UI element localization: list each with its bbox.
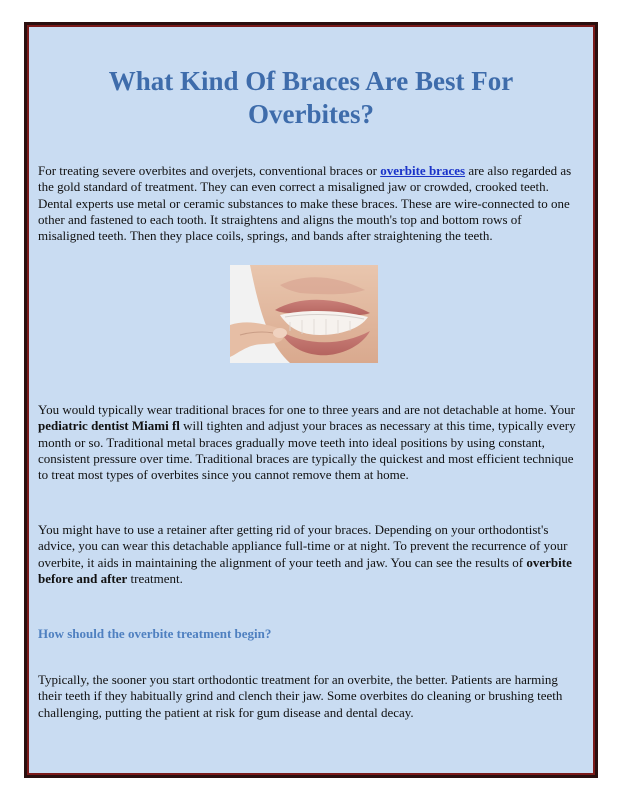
paragraph-retainer-text-start: You might have to use a retainer after getting rid of your braces. Depending on your orthodontist's advice, you can wear this detachable appliance full-time or at night. To prevent the recurrence of your overbite, it aids in maintaining the alignment of your teeth and jaw. You can see the results of — [38, 522, 568, 570]
section-subheading: How should the overbite treatment begin? — [38, 626, 272, 641]
paragraph-intro-text-end: are also regarded as the gold standard of treatment. They can even correct a misaligned jaw or crowded, crooked teeth. Dental experts use metal or ceramic substances to make these braces. These are wire-connected to one other and fastened to each tooth. It straightens and aligns the mouth's top and bottom rows of misaligned teeth. Then they place coils, springs, and bands after straightening the teeth. — [38, 163, 572, 244]
aligner-photo — [230, 265, 378, 363]
page-content-area — [27, 25, 595, 775]
paragraph-traditional-text-end: will tighten and adjust your braces as necessary at this time, typically every month or so. Traditional metal braces gradually move teeth into ideal positions by using constant, consistent pressure over time. Traditional braces are typically the quickest and most efficient technique to treat most types of overbites since you cannot remove them at home. — [38, 418, 576, 483]
pediatric-dentist-keyword: pediatric dentist Miami fl — [38, 418, 180, 434]
before-after-keyword: overbite before and after — [38, 554, 572, 586]
paragraph-treatment-start: Typically, the sooner you start orthodontic treatment for an overbite, the better. Patients are harming their teeth if they habitually grind and clench their jaw. Some overbites do cleaning or brushing teeth challenging, putting the patient at risk for gum disease and dental decay. — [38, 672, 563, 720]
paragraph-intro — [38, 163, 581, 244]
paragraph-retainer — [38, 522, 581, 587]
paragraph-traditional-braces — [38, 402, 581, 483]
aligner-photo-illustration — [230, 265, 378, 363]
paragraph-traditional-text-start: You would typically wear traditional braces for one to three years and are not detachable at home. Your — [38, 402, 575, 417]
page-title: What Kind Of Braces Are Best For Overbites? — [108, 66, 514, 129]
document-page — [24, 22, 598, 778]
paragraph-intro-text-start: For treating severe overbites and overjets, conventional braces or — [38, 163, 381, 178]
paragraph-retainer-text-end: treatment. — [127, 570, 183, 586]
overbite-braces-link[interactable]: overbite braces — [380, 163, 466, 178]
